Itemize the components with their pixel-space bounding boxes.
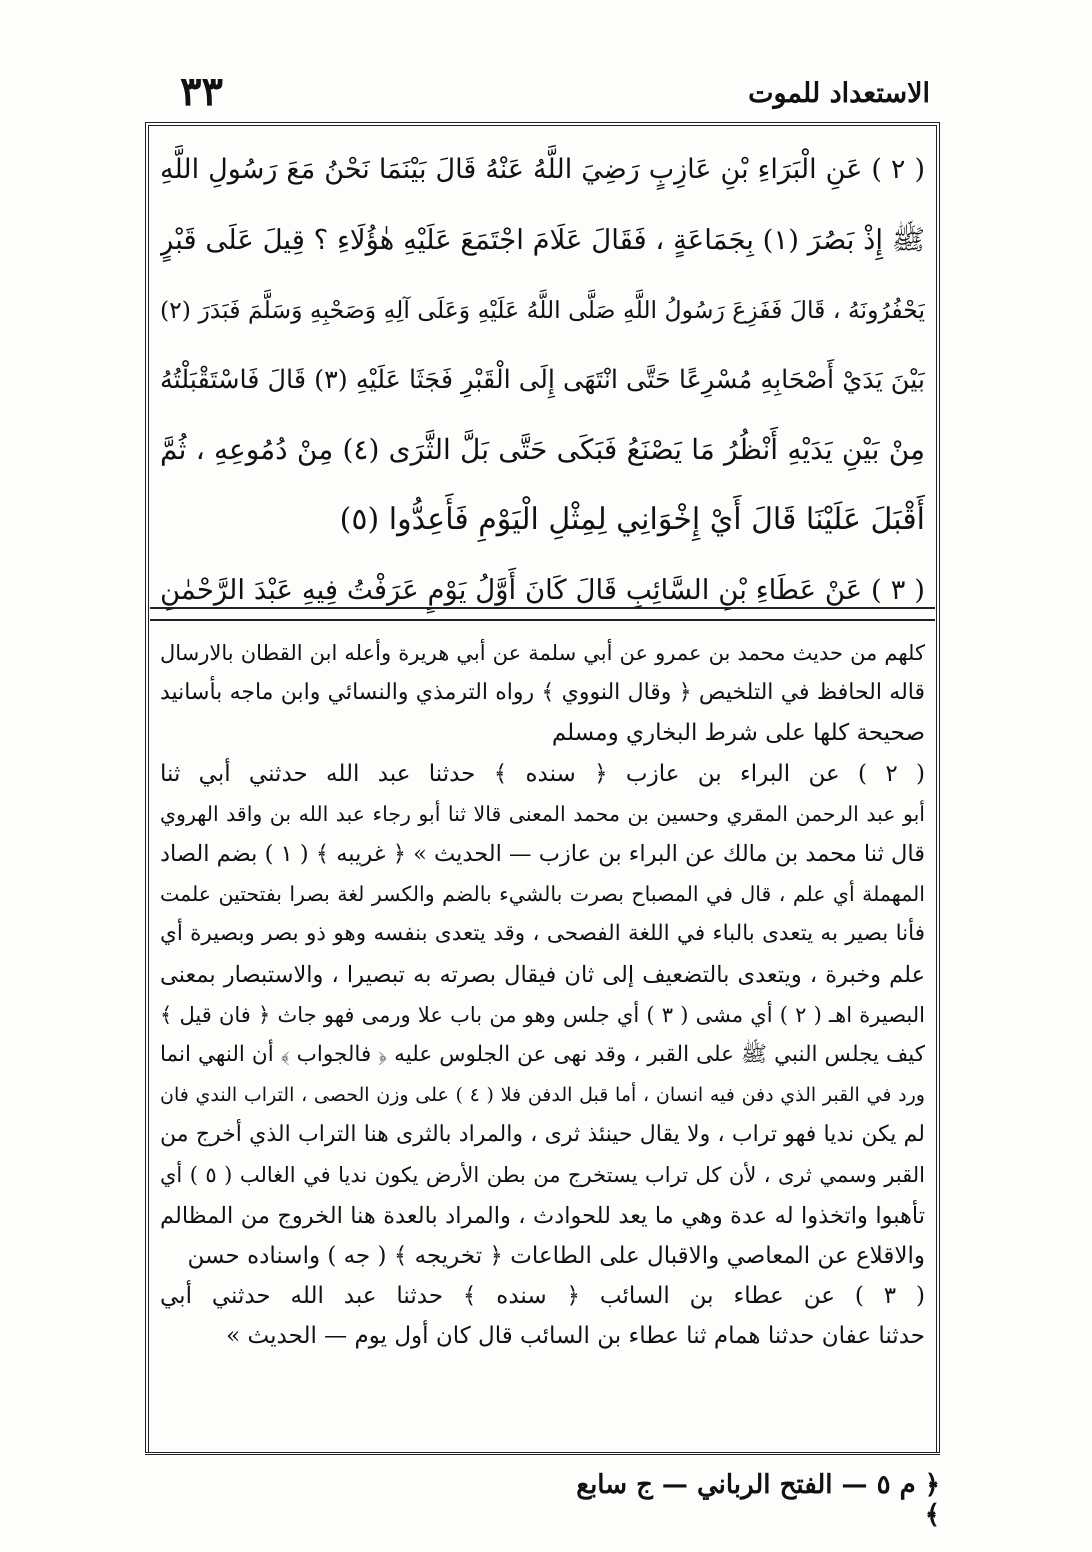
matn-line: بَيْنَ يَدَيْ أَصْحَابِهِ مُسْرِعًا حَتَّى انْتَهَى إِلَى الْقَبْرِ فَجَثَا عَلَيْهِ (٣) قَالَ فَاسْتَقْبَلْتُهُ (160, 365, 925, 395)
commentary-line: قال ثنا محمد بن مالك عن البراء بن عازب — الحديث » ﴿ غريبه ﴾ ( ١ ) بضم الصاد (160, 840, 925, 867)
matn-line: ( ٢ ) عَنِ الْبَرَاءِ بْنِ عَازِبٍ رَضِيَ اللَّهُ عَنْهُ قَالَ بَيْنَمَا نَحْنُ مَعَ رَسُولِ اللَّهِ (160, 154, 925, 185)
commentary-line: علم وخبرة ، ويتعدى بالتضعيف إلى ثان فيقال بصرته به تبصيرا ، والاستبصار بمعنى (160, 961, 925, 988)
commentary-line: والاقلاع عن المعاصي والاقبال على الطاعات ﴿ تخريجه ﴾ ( جه ) واسناده حسن (187, 1242, 925, 1269)
commentary-line: قاله الحافظ في التلخيص ﴿ وقال النووي ﴾ رواه الترمذي والنسائي وابن ماجه بأسانيد (160, 680, 925, 706)
commentary-line: المهملة أي علم ، قال في المصباح بصرت بالشيء بالضم والكسر لغة بصرا بفتحتين علمت (160, 882, 925, 907)
commentary-line: القبر وسمي ثرى ، لأن كل تراب يستخرج من بطن الأرض يكون نديا في الغالب ( ٥ ) أي (160, 1163, 925, 1188)
commentary-line: ورد في القبر الذي دفن فيه انسان ، أما قبل الدفن فلا ( ٤ ) على وزن الحصى ، التراب الندي فان (160, 1084, 925, 1107)
commentary-text (160, 633, 925, 1356)
commentary-line: تأهبوا واتخذوا له عدة وهي ما يعد للحوادث ، والمراد بالعدة هنا الخروج من المظالم (160, 1202, 925, 1229)
commentary-line: لم يكن نديا فهو تراب ، ولا يقال حينئذ ثرى ، والمراد بالثرى هنا التراب الذي أخرج من (160, 1122, 925, 1148)
section-divider (150, 607, 935, 621)
signature-line: ﴿ م ٥ — الفتح الرباني — ج سابع ﴾ (576, 1470, 940, 1530)
commentary-line: البصيرة اهـ ( ٢ ) أي مشى ( ٣ ) أي جلس وهو من باب علا ورمى فهو جاث ﴿ فان قيل ﴾ (160, 1002, 925, 1027)
commentary-line: صحيحة كلها على شرط البخاري ومسلم (551, 720, 925, 747)
matn-line: يَحْفُرُونَهُ ، قَالَ فَفَزِعَ رَسُولُ اللَّهِ صَلَّى اللَّهُ عَلَيْهِ وَعَلَى آلِهِ وَصَحْبِهِ وَسَلَّمَ فَبَدَرَ (٢) (160, 296, 925, 324)
matn-text (160, 135, 925, 625)
matn-line: ﷺ إِذْ بَصُرَ (١) بِجَمَاعَةٍ ، فَقَالَ عَلَامَ اجْتَمَعَ عَلَيْهِ هٰؤُلَاءِ ؟ قِيلَ عَلَى قَبْرٍ (160, 224, 925, 256)
running-title: الاستعداد للموت (748, 78, 930, 109)
page-header (150, 68, 940, 118)
commentary-line: حدثنا عفان حدثنا همام ثنا عطاء بن السائب قال كان أول يوم — الحديث » (226, 1323, 925, 1350)
commentary-line: كلهم من حديث محمد بن عمرو عن أبي سلمة عن أبي هريرة وأعله ابن القطان بالارسال (160, 641, 925, 665)
commentary-line: فأنا بصير به يتعدى بالباء في اللغة الفصحى ، وقد يتعدى بنفسه وهو ذو بصر وبصيرة أي (160, 921, 925, 947)
commentary-line: كيف يجلس النبي ﷺ على القبر ، وقد نهى عن الجلوس عليه ﴿ فالجواب ﴾ أن النهي انما (160, 1041, 925, 1067)
page-bottom-rule (145, 1452, 940, 1455)
matn-line: مِنْ بَيْنِ يَدَيْهِ أَنْظُرُ مَا يَصْنَعُ فَبَكَى حَتَّى بَلَّ الثَّرَى (٤) مِنْ دُمُوعِهِ ، ثُمَّ (160, 433, 925, 466)
matn-line: أَقْبَلَ عَلَيْنَا قَالَ أَيْ إِخْوَانِي لِمِثْلِ الْيَوْمِ فَأَعِدُّوا (٥) (339, 502, 925, 537)
page-number: ٣٣ (180, 68, 223, 115)
commentary-line: ( ٣ ) عن عطاء بن السائب ﴿ سنده ﴾ حدثنا عبد الله حدثني أبي (160, 1283, 925, 1309)
commentary-line: أبو عبد الرحمن المقري وحسين بن محمد المعنى قالا ثنا أبو رجاء عبد الله بن واقد الهروي (160, 801, 925, 826)
matn-line: ( ٣ ) عَنْ عَطَاءِ بْنِ السَّائِبِ قَالَ كَانَ أَوَّلُ يَوْمٍ عَرَفْتُ فِيهِ عَبْدَ الرَّحْمٰنِ (160, 574, 925, 606)
commentary-line: ( ٢ ) عن البراء بن عازب ﴿ سنده ﴾ حدثنا عبد الله حدثني أبي ثنا (160, 760, 925, 787)
